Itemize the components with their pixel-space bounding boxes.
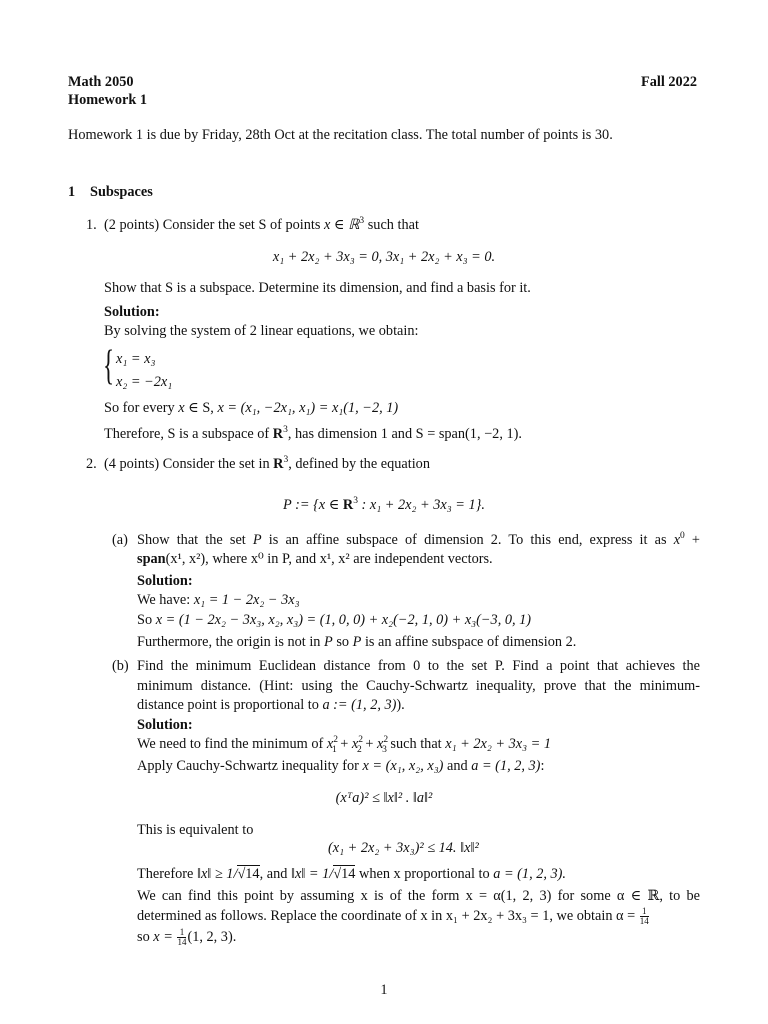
equivalent-inequality: (x₁ + 2x₂ + 3x₃)² ≤ 14. ‖x‖² [328,840,479,856]
homework-title: Homework 1 [68,92,148,108]
part-b-equivalent: This is equivalent to [137,822,254,838]
part-b-solution-label: Solution: [137,717,193,733]
intro-text: Homework 1 is due by Friday, 28th Oct at the recitation class. The total number of points is 30. [68,127,613,143]
page-number: 1 [380,982,388,998]
part-b-find-2: determined as follows. Replace the coordinate of x in x₁ + 2x₂ + 3x₃ = 1, we obtain α = $\frac{1}{14}$ [137,906,649,927]
part-b-line-1: Find the minimum Euclidean distance from 0 to the set P. Find a point that achieves the [137,658,700,674]
problem-1-equation: x₁ + 2x₂ + 3x₃ = 0, 3x₁ + 2x₂ + x₃ = 0. [272,249,496,265]
problem-2-equation: P := {x ∈ $R^3$ : x₁ + 2x₂ + 3x₃ = 1}. [283,496,485,513]
system-brace: { [103,343,115,389]
problem-1-solution-every: So for every x ∈ S, x = (x₁, −2x₁, x₁) = x₁(1, −2, 1) [104,400,399,416]
part-b-solution-2: Apply Cauchy-Schwartz inequality for x = (x₁, x₂, x₃) and a = (1, 2, 3): [137,758,545,774]
problem-2-prompt: (4 points) Consider the set in $R^3$, defined by the equation [104,455,430,472]
section-title: Subspaces [90,184,153,200]
problem-1-solution-conclusion: Therefore, S is a subspace of $R^3$, has dimension 1 and S = span(1, −2, 1). [104,425,522,442]
part-b-solution-1: We need to find the minimum of $x^2_1 + x^2_2 + x^2_3$ such that x₁ + 2x₂ + 3x₃ = 1 [137,735,552,755]
part-b-line-2: minimum distance. (Hint: using the Cauchy-Schwartz inequality, prove that the minimum- [137,678,700,694]
problem-1-task: Show that S is a subspace. Determine its dimension, and find a basis for it. [104,280,531,296]
part-a-solution-2: So x = (1 − 2x₂ − 3x₃, x₂, x₃) = (1, 0, 0) + x₂(−2, 1, 0) + x₃(−3, 0, 1) [137,612,532,628]
part-b-find-3: so x = $\frac{1}{14}$ (1, 2, 3). [137,927,237,948]
part-a-line-1: Show that the set P is an affine subspace of dimension 2. To this end, express it as $x^0$ + [137,531,700,548]
course-title: Math 2050 [68,74,134,90]
part-a-line-2: span(x¹, x²), where x⁰ in P, and x¹, x² are independent vectors. [137,551,493,567]
part-a-solution-label: Solution: [137,573,193,589]
problem-1-solution-label: Solution: [104,304,160,320]
problem-1-solution-intro: By solving the system of 2 linear equations, we obtain: [104,323,419,339]
part-a-solution-1: We have: x₁ = 1 − 2x₂ − 3x₃ [137,592,300,608]
part-b-find-1: We can find this point by assuming x is of the form x = α(1, 2, 3) for some α ∈ ℝ, to be [137,888,700,904]
part-b-label: (b) [112,658,129,674]
problem-1-number: 1. [86,217,97,233]
problem-1-prompt: (2 points) Consider the set S of points x ∈ ℝ$^3$ such that [104,216,419,233]
problem-2-number: 2. [86,456,97,472]
term-label: Fall 2022 [641,74,697,90]
alpha-fraction: $\frac{1}{14}$ [639,906,649,927]
system-eq-1: x₁ = x₃ [116,351,156,367]
part-b-line-3: distance point is proportional to a := (1, 2, 3)). [137,697,405,713]
part-a-label: (a) [112,532,128,548]
system-eq-2: x₂ = −2x₁ [116,374,173,390]
part-b-therefore: Therefore ‖x‖ ≥ 1/√14, and ‖x‖ = 1/√14 when x proportional to a = (1, 2, 3). [137,866,567,882]
section-number: 1 [68,184,76,200]
cauchy-schwartz-inequality: (xᵀa)² ≤ ‖x‖² . ‖a‖² [335,790,433,806]
part-a-solution-3: Furthermore, the origin is not in P so P is an affine subspace of dimension 2. [137,634,577,650]
